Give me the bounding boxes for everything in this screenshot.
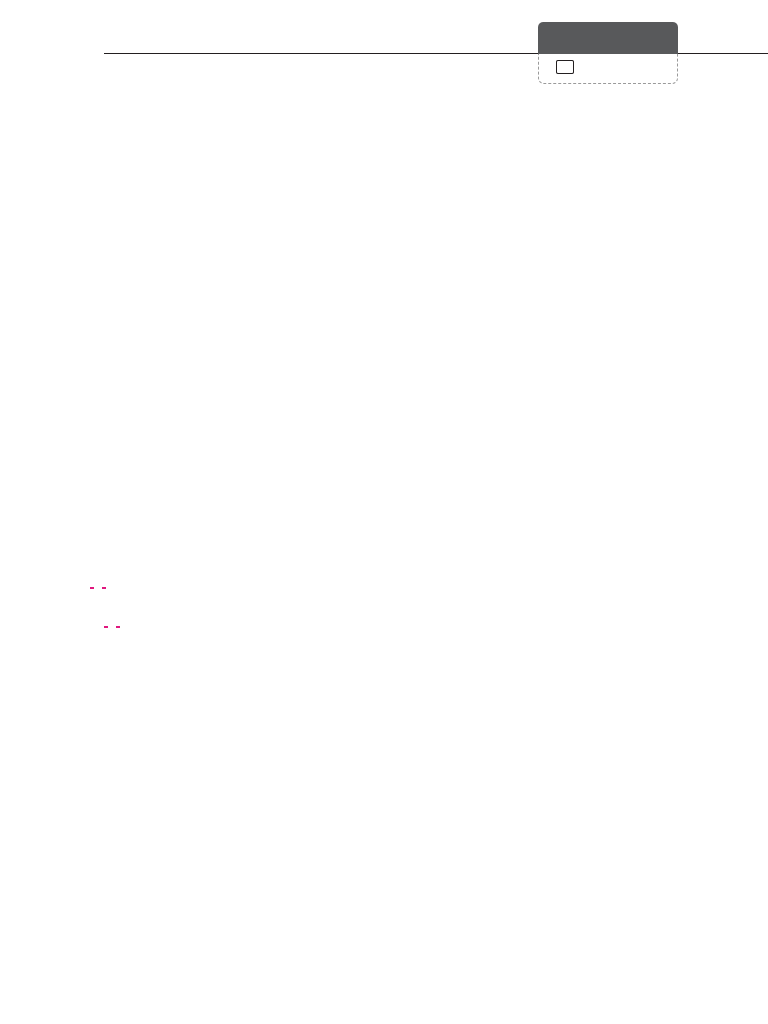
q3-ans-frac1-num: [90, 587, 94, 589]
question-1: [64, 185, 86, 205]
q3-ans-frac4: [116, 626, 120, 628]
q3-ans-frac2: [102, 587, 106, 589]
question-2: [64, 358, 86, 378]
brand-box: [538, 22, 678, 54]
question-5: [64, 826, 86, 846]
question-3: [64, 548, 86, 568]
laptop-icon: [556, 60, 574, 74]
question-4: [64, 666, 86, 686]
q3-answer-line1: [86, 587, 106, 589]
graph-1: [445, 158, 660, 383]
graph-2: [350, 522, 668, 808]
q3-ans-frac2-num: [102, 587, 106, 589]
q3-ans-frac3: [104, 626, 108, 628]
q3-ans-frac3-num: [104, 626, 108, 628]
q3-ans-frac1: [90, 587, 94, 589]
q3-answer-line2: [100, 626, 124, 628]
q3-ans-frac4-num: [116, 626, 120, 628]
